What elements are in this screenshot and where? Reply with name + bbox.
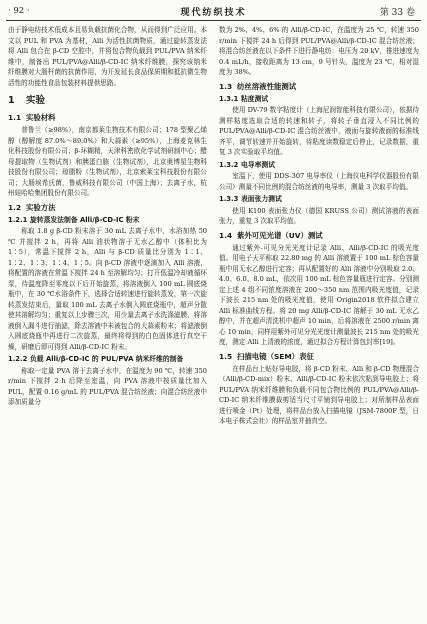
subsubsection-heading: 1.2.2 负载 Alli/β-CD-IC 的 PUL/PVA 纳米纤维的制备 [8,355,184,363]
header-rule [6,20,421,21]
subsubsection-heading: 1.3.3 表面张力测试 [219,195,282,203]
uv-paragraph: 通过紫外-可见分光光度计记录 Alli、Alli/β-CD-IC 的吸光度值。用电子天平称取 22.80 mg 的 Alli 溶液置于 100 mL 棕色容量瓶中用无水乙醇进行定容；再从配置好的 Alli 溶液中分别吸取 2.0、4.0、6.0、8.0 mL，依次用 100 mL 棕色容量瓶进行定容。分别测定上述 4 组不同浓度溶液在 200～350 nm 范围内吸光度值，记录下波长 215 nm 处的吸光度值，使用 Origin2018 软件拟合建立 Alli 标准曲线方程。将 20 mg Alli/β-CD-IC 溶解于 30 mL 无水乙醇中，并在超声清洗机中超声 10 min，后将溶液在 2500 r/min 离心 10 min，同样用紫外可见分光光度计测量波长 215 nm 处的吸光度，测定 Alli 上清液的浓度，通过拟合方程计算包封率[19]。 [219,243,419,346]
subsection-heading: 1.5 扫描电镜（SEM）表征 [219,351,314,361]
method-paragraph: 称取 1.8 g β-CD 粉末溶于 30 mL 去离子水中，水浴加热 50 ℃ 并搅拌 2 h，再将 Alli 油状物溶于无水乙醇中（体积比为 1∶5），常温下搅拌 2 h，Alli 与 β-CD 质量比分别为 1∶1、1∶2、1∶3、1∶4、1∶5。向 β-CD 溶液中逐滴加入 Alli 溶液，将配置的溶液在常温下搅拌 24 h 至溶解均匀；打开低温冷却液循环泵，待温度降至零度以下后开始旋蒸，将溶液倒入 100 mL 圆底烧瓶中，在 30 ℃水浴条件下，选择合适转速进行旋转蒸发，第一次旋转蒸发结束后，量取 100 mL 去离子水倒入圆底烧瓶中，超声分散使其溶解均匀；重复以上步骤三次，用少量去离子水洗涤滤膜，将溶液倒入漏斗进行抽滤，除去溶液中未被包合的大蒜素粉末；将滤液倒入圆底烧瓶中再进行二次旋蒸，最终将得到的白色固体进行真空干燥，研磨后即可得到 Alli/β-CD-IC 粉末。 [8,227,207,351]
surface-tension-paragraph: 使用 K100 表面张力仪（德国 KRUSS 公司）测试溶液的表面张力，重复 3 次取平均值。 [219,206,419,225]
subsubsection-heading: 1.3.2 电导率测试 [219,160,275,169]
sem-paragraph: 在样品台上贴好导电胶，将 β-CD 粉末、Alli 和 β-CD 物理混合（Alli/β-CD-mix）粉末、Alli/β-CD-IC 粉末依次粘到导电胶上；将 PUL/PVA 纳米纤维膜和负载不同包合物比例的 PUL/PVA@Alli/β-CD-IC 纳米纤维膜裁剪适当尺寸平铺到导电胶上；对所制样品表面进行喷金（Pt）处理，将样品台放入扫描电镜（JSM-7800F 型，日本电子株式会社）的样品室并抽真空。 [219,364,419,425]
intro-paragraph: 由于静电纺技术低成本且易负载抗菌化合物，从而得到广泛应用。本文以 PUL 和 PVA 为基材，Alli 为活性抗菌物质，通过旋转蒸发法将 Alli 包合在 β-CD 空腔中，并将包合物负载到 PUL/PVA 纳米纤维中，制备出 PUL/PVA@Alli/β-CD-IC 纳米纤维膜，探究该纳米纤维膜对大肠杆菌的抗菌作用，为开发延长食品保质期和抵抗微生物活性的功能性食品包装材料提供思路。 [8,26,207,87]
subsubsection-heading: 1.2.1 旋转蒸发法制备 Alli/β-CD-IC 粉末 [8,215,140,224]
viscosity-paragraph: 使用 DV-79 数字粘度计（上海尼润智能科技有限公司），依据待测样粘度选取合适的转速和转子，将转子垂直浸入不同比例的 PUL/PVA@Alli/β-CD-IC 混合纺丝液中，液面与旋转液面的标准线齐平，调节转速并开始旋转，待粘度读数稳定后停止，记录数据，重复 3 次实验取平均值。 [219,106,419,156]
subsection-heading: 1.4 紫外可见光谱（UV）测试 [219,230,323,240]
subsubsection-heading: 1.3.1 粘度测试 [219,94,269,103]
right-column [219,25,419,427]
materials-paragraph: 普鲁兰（≥98%），南京都莱生物技术有限公司；178 型聚乙烯醇（醇解度 87.0%～89.0%）和大蒜素（≥95%），上海麦克林生化科技股份有限公司；β-环糊精，天津科密欧化学试剂研制中心；醋母提取物（生物试剂）和胰蛋白胨（生物试剂），北京奥博星生物科技股份有限公司；琼脂粉（生物试剂），北京索莱宝科技股份有限公司；大肠埃希氏菌，鲁威科技有限公司（中国上海）；去离子水，杭州娃哈哈集团股份有限公司。 [8,126,207,197]
running-header [0,0,427,22]
subsection-heading: 1.3 纺丝溶液性能测试 [219,81,297,91]
conductivity-paragraph: 室温下，使用 DDS-307 电导率仪（上海仪电科学仪器股份有限公司）测量不同比例的混合纺丝液的电导率，测量 3 次取平均值。 [219,172,419,191]
volume-label: 第 33 卷 [379,8,415,18]
subsection-heading: 1.1 实验材料 [8,113,56,122]
page-number: · 92 · [8,6,30,16]
method-paragraph: 称取一定量 PVA 溶于去离子水中，在温度为 90 ℃，转速 350 r/min 下搅拌 2 h 后降至室温，向 PVA 溶液中按质量比加入 PUL，配置 0.16 g/mL 的 PUL/PVA 混合纺丝液；向混合纺丝液中添加质量分 [8,366,207,406]
journal-title: 现代纺织技术 [180,8,247,18]
continued-paragraph: 数为 2%、4%、6% 的 Alli/β-CD-IC，在温度为 25 ℃，转速 350 r/min 下搅拌 24 h 后得到 PUL/PVA@Alli/β-CD-IC 混合纺丝液；将混合纺丝液在以下条件下进行静电纺：电压为 20 kV，推进速度为 0.4 mL/h，接收距离为 13 cm，9 号针头，温度为 23 ℃，相对湿度为 38%。 [219,26,419,76]
section-heading: 1 实验 [8,95,46,106]
subsection-heading: 1.2 实验方法 [8,202,56,212]
left-column [8,25,207,408]
